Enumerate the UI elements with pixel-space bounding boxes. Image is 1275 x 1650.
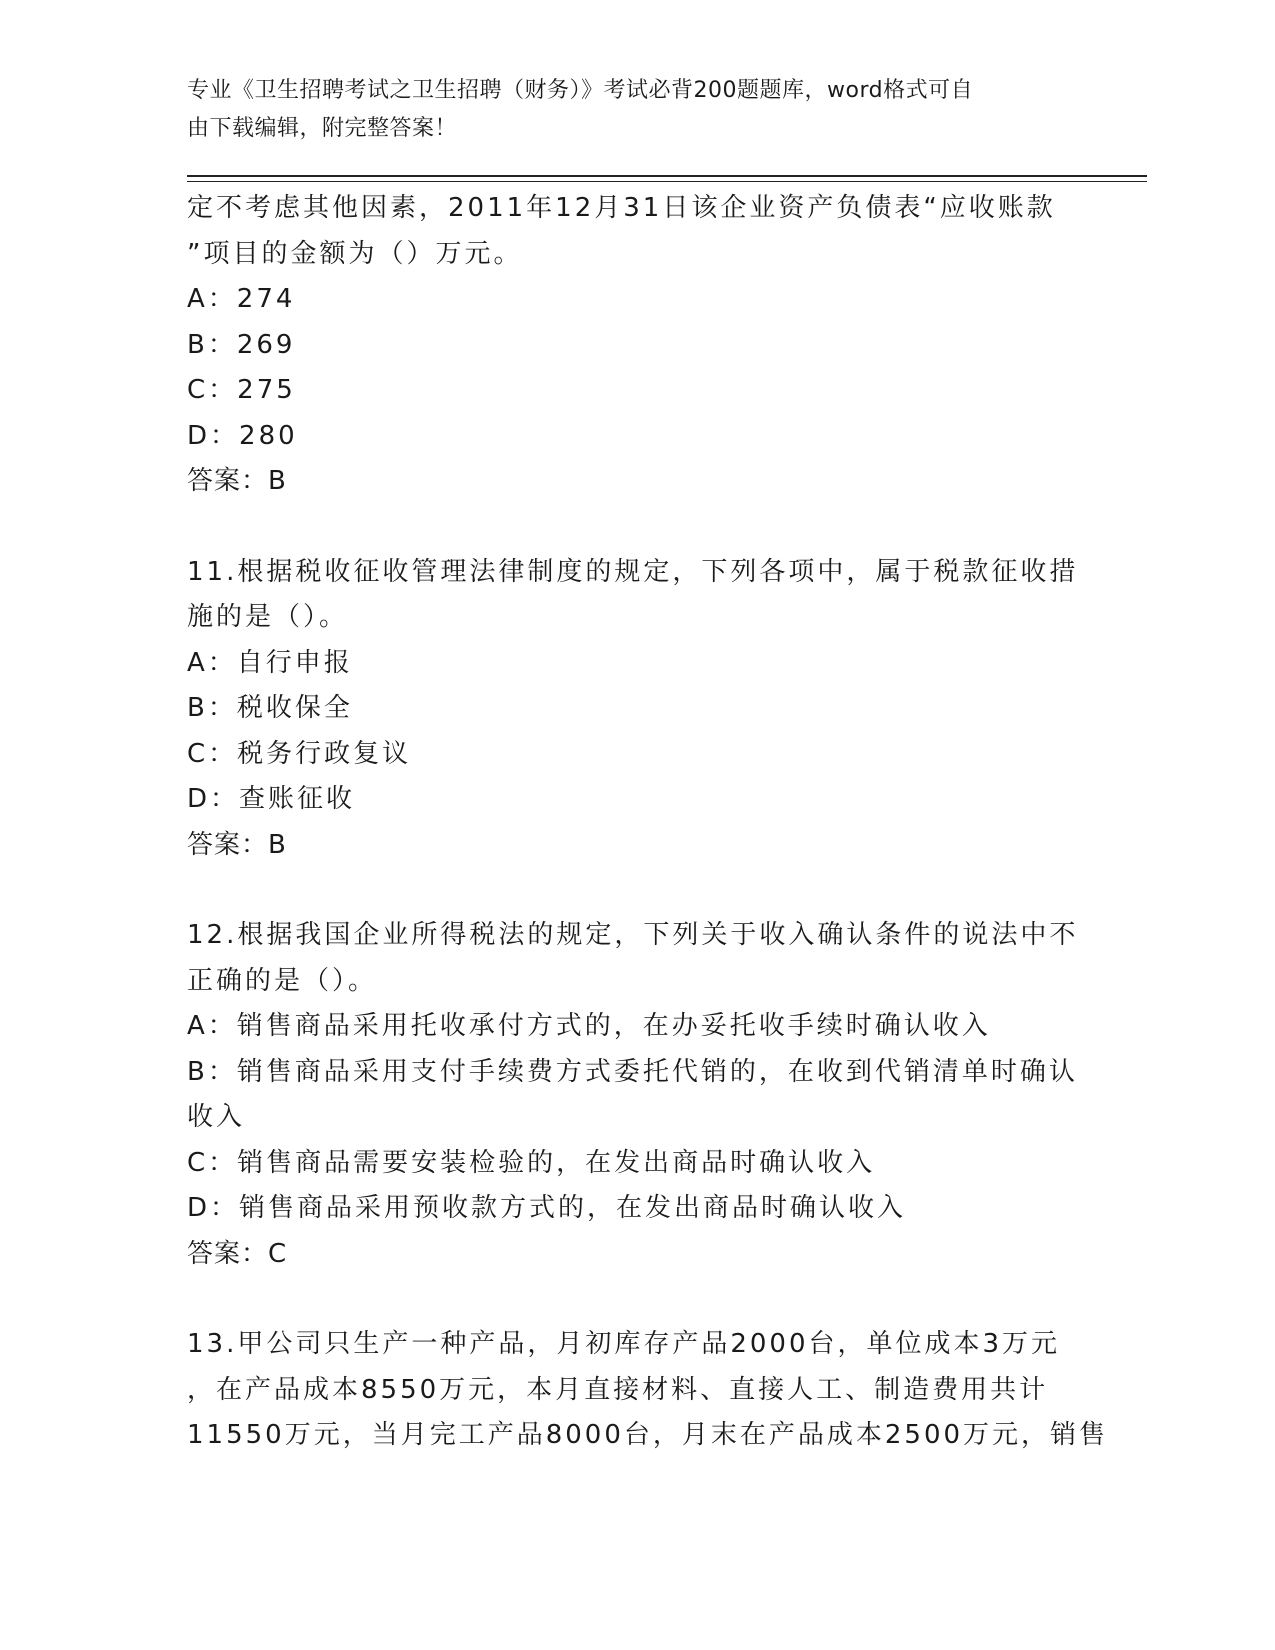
option-c: C：275	[187, 375, 296, 405]
option-d: D：销售商品采用预收款方式的，在发出商品时确认收入	[187, 1193, 907, 1223]
option-d: D：280	[187, 420, 298, 451]
document-header	[187, 72, 1067, 148]
spacer	[187, 505, 1087, 550]
question-text-line: 定不考虑其他因素，2011年12月31日该企业资产负债表“应收账款	[187, 193, 1056, 223]
question-10	[187, 186, 1087, 505]
header-divider-thin	[187, 181, 1147, 182]
header-line-1: 专业《卫生招聘考试之卫生招聘（财务）》考试必背200题题库，word格式可自	[187, 78, 974, 103]
option-a: A：销售商品采用托收承付方式的，在办妥托收手续时确认收入	[187, 1011, 991, 1041]
question-text-line: 12.根据我国企业所得税法的规定，下列关于收入确认条件的说法中不	[187, 920, 1079, 950]
option-a: A：自行申报	[187, 647, 353, 678]
question-text-line: 11.根据税收征收管理法律制度的规定，下列各项中，属于税款征收措	[187, 556, 1079, 587]
option-c: C：销售商品需要安装检验的，在发出商品时确认收入	[187, 1147, 876, 1178]
option-a: A：274	[187, 284, 296, 314]
question-text-line: 11550万元，当月完工产品8000台，月末在产品成本2500万元，销售	[187, 1420, 1109, 1450]
question-text-line: ，在产品成本8550万元，本月直接材料、直接人工、制造费用共计	[187, 1374, 1049, 1405]
question-text-line: 施的是（）。	[187, 602, 349, 632]
option-b: B：税收保全	[187, 693, 353, 723]
option-c: C：税务行政复议	[187, 738, 412, 769]
header-line-2: 由下载编辑，附完整答案！	[187, 116, 458, 141]
answer-line: 答案：C	[187, 1238, 288, 1269]
answer-line: 答案：B	[187, 829, 287, 860]
spacer	[187, 868, 1087, 913]
question-13	[187, 1322, 1109, 1459]
question-text-line: ”项目的金额为（）万元。	[187, 238, 523, 269]
document-body	[187, 186, 1109, 1459]
answer-line: 答案：B	[187, 466, 287, 496]
question-text-line: 13.甲公司只生产一种产品，月初库存产品2000台，单位成本3万元	[187, 1329, 1061, 1359]
spacer	[187, 1277, 1087, 1322]
option-b: B：269	[187, 329, 296, 360]
option-b-continued: 收入	[187, 1102, 246, 1132]
question-text-line: 正确的是（）。	[187, 965, 378, 996]
question-12	[187, 913, 1087, 1277]
header-divider-thick	[187, 175, 1147, 177]
option-b: B：销售商品采用支付手续费方式委托代销的，在收到代销清单时确认	[187, 1056, 1078, 1087]
option-d: D：查账征收	[187, 784, 356, 814]
question-11	[187, 550, 1087, 869]
